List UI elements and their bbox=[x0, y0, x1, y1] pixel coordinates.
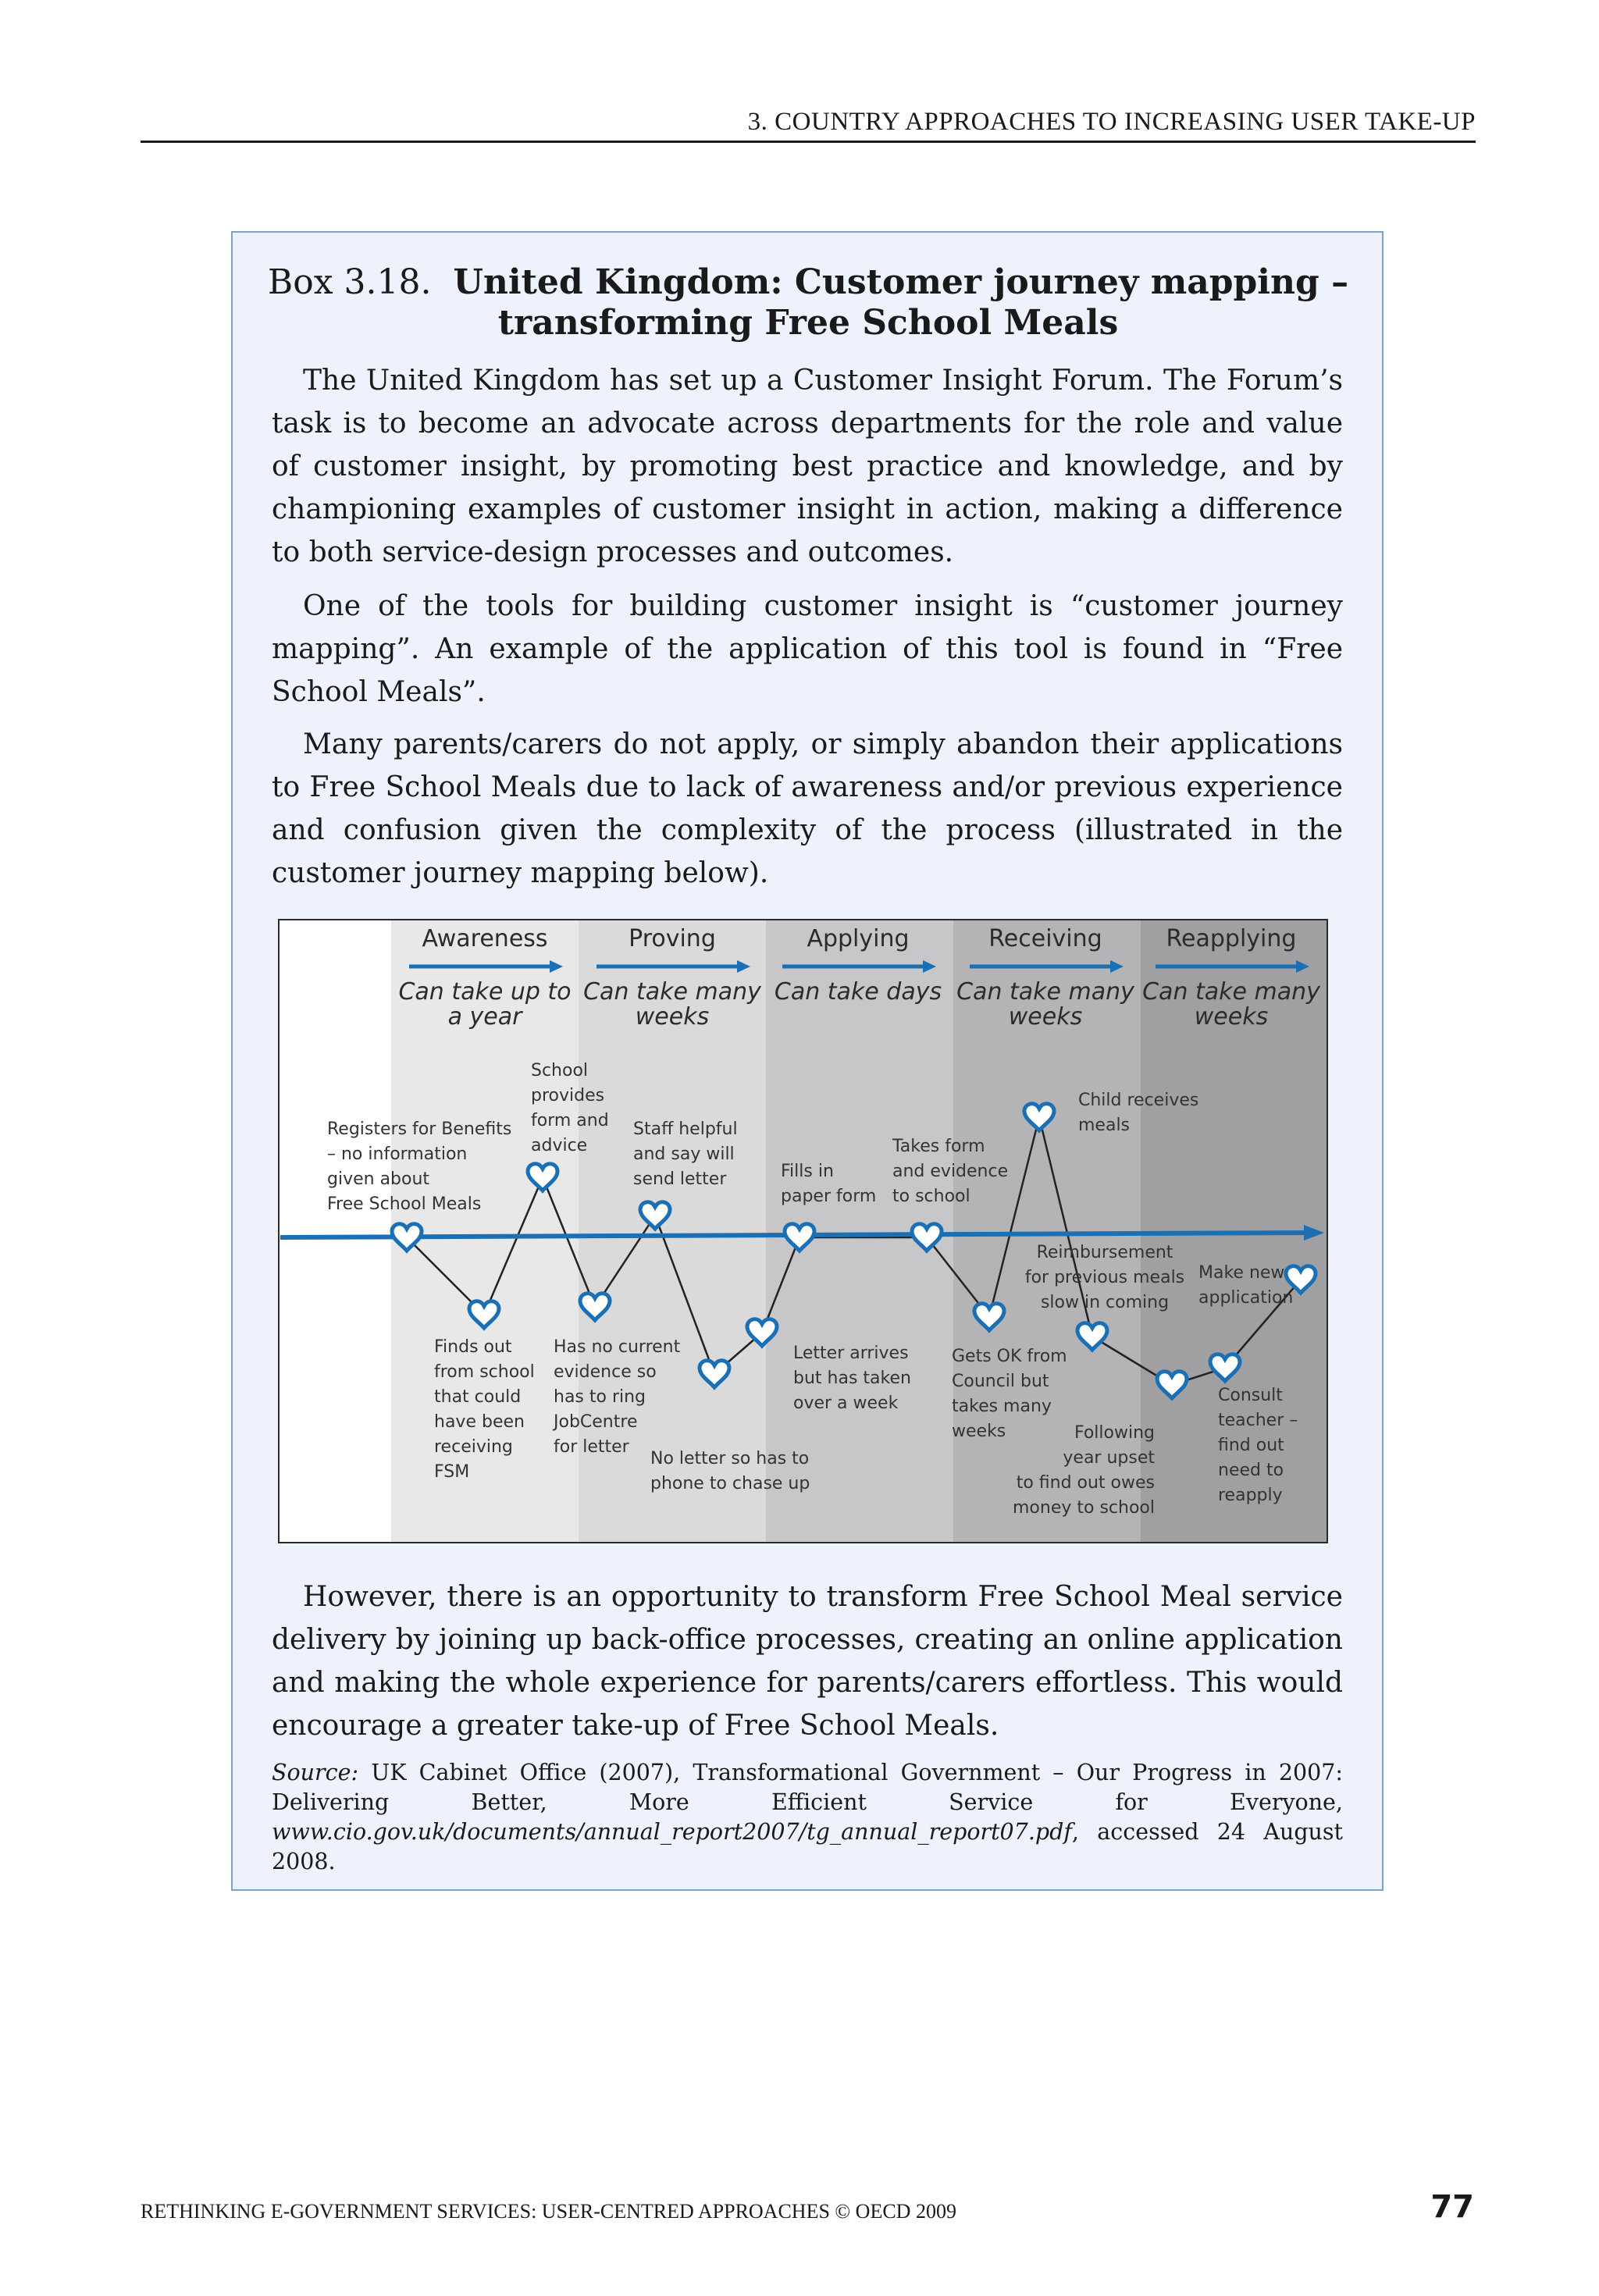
event-label-10-0: Child receives bbox=[1078, 1091, 1199, 1110]
event-label-1-5: FSM bbox=[434, 1462, 470, 1482]
event-label-2-2: form and bbox=[531, 1111, 609, 1130]
event-label-7-0: Fills in bbox=[781, 1162, 834, 1181]
event-label-13-1: teacher – bbox=[1218, 1411, 1298, 1430]
event-label-3-3: JobCentre bbox=[554, 1412, 638, 1432]
phase-duration-2-0: Can take days bbox=[774, 978, 942, 1006]
event-label-12-0: Following bbox=[1074, 1423, 1155, 1443]
event-label-1-0: Finds out bbox=[434, 1337, 512, 1357]
event-label-3-1: evidence so bbox=[554, 1362, 657, 1382]
paragraph-1: The United Kingdom has set up a Customer Insight Forum. The Forum’s task is to become an advocate across departments for the role and value of customer insight, by promoting best practice and knowledge, and by championing examples of customer insight in action, making a difference to both service-design processes and outcomes. bbox=[272, 365, 1343, 568]
event-label-2-1: provides bbox=[531, 1086, 605, 1105]
phase-title-3: Receiving bbox=[988, 925, 1102, 952]
event-label-8-1: and evidence bbox=[892, 1162, 1009, 1181]
header-rule bbox=[141, 141, 1476, 143]
event-label-11-0: Reimbursement bbox=[1036, 1243, 1173, 1262]
event-label-10-1: meals bbox=[1078, 1116, 1131, 1135]
event-label-0-1: – no information bbox=[327, 1144, 468, 1164]
event-label-9-0: Gets OK from bbox=[952, 1347, 1067, 1366]
event-label-2-0: School bbox=[531, 1061, 589, 1080]
event-label-9-1: Council but bbox=[952, 1372, 1049, 1391]
phase-duration-0-0: Can take up to bbox=[398, 978, 572, 1006]
source-label: Source: bbox=[272, 1760, 359, 1785]
phase-duration-4-0: Can take many bbox=[1142, 978, 1320, 1006]
running-head: 3. COUNTRY APPROACHES TO INCREASING USER TAKE-UP bbox=[747, 108, 1476, 136]
phase-title-1: Proving bbox=[629, 925, 716, 952]
event-label-4-0: Staff helpful bbox=[633, 1120, 738, 1139]
event-label-13-2: find out bbox=[1218, 1436, 1284, 1455]
event-label-14-1: application bbox=[1198, 1288, 1294, 1308]
event-label-13-4: reapply bbox=[1218, 1486, 1283, 1505]
paragraph-3: Many parents/carers do not apply, or simply abandon their applications to Free School Meals due to lack of awareness and/or previous experience and confusion given the complexity of the process (illustrated in the customer journey mapping below). bbox=[272, 728, 1343, 889]
phase-title-0: Awareness bbox=[422, 925, 548, 952]
event-label-13-3: need to bbox=[1218, 1461, 1284, 1480]
event-label-1-3: have been bbox=[434, 1412, 525, 1432]
phase-title-4: Reapplying bbox=[1166, 925, 1297, 952]
event-label-6-2: over a week bbox=[793, 1394, 899, 1413]
event-label-2-3: advice bbox=[531, 1136, 588, 1155]
source-accessed: , accessed 24 August 2008. bbox=[272, 1819, 1343, 1874]
event-label-9-3: weeks bbox=[952, 1422, 1006, 1441]
page-number: 77 bbox=[1430, 2189, 1474, 2225]
phase-duration-3-0: Can take many bbox=[956, 978, 1134, 1006]
event-label-0-0: Registers for Benefits bbox=[327, 1120, 512, 1139]
paragraph-4: However, there is an opportunity to transform Free School Meal service delivery by joining up back-office processes, creating an online application and making the whole experience for parents/carers effortless. This would encourage a greater take-up of Free School Meals. bbox=[272, 1581, 1343, 1742]
box-title bbox=[258, 262, 1359, 344]
event-label-0-3: Free School Meals bbox=[327, 1194, 482, 1214]
event-label-3-2: has to ring bbox=[554, 1387, 646, 1407]
phase-duration-3-1: weeks bbox=[1008, 1003, 1083, 1031]
event-label-12-3: money to school bbox=[1013, 1498, 1155, 1518]
source-url: www.cio.gov.uk/documents/annual_report2007/tg_annual_report07.pdf bbox=[272, 1819, 1072, 1845]
event-label-14-0: Make new bbox=[1198, 1263, 1285, 1283]
customer-journey-chart bbox=[278, 919, 1328, 1543]
paragraph-2: One of the tools for building customer insight is “customer journey mapping”. An example of the application of this tool is found in “Free School Meals”. bbox=[272, 590, 1343, 708]
phase-duration-4-1: weeks bbox=[1194, 1003, 1269, 1031]
event-label-11-2: slow in coming bbox=[1040, 1293, 1170, 1312]
event-label-4-2: send letter bbox=[633, 1169, 727, 1189]
event-label-5-0: No letter so has to bbox=[650, 1449, 810, 1468]
event-label-1-4: receiving bbox=[434, 1437, 513, 1457]
phase-duration-0-1: a year bbox=[447, 1003, 522, 1031]
event-label-7-1: paper form bbox=[781, 1187, 877, 1206]
event-label-3-0: Has no current bbox=[554, 1337, 681, 1357]
event-label-4-1: and say will bbox=[633, 1144, 735, 1164]
event-label-6-0: Letter arrives bbox=[793, 1344, 909, 1363]
event-label-9-2: takes many bbox=[952, 1397, 1052, 1416]
event-label-8-2: to school bbox=[892, 1187, 970, 1206]
phase-duration-1-1: weeks bbox=[635, 1003, 710, 1031]
event-label-0-2: given about bbox=[327, 1169, 430, 1189]
event-label-1-2: that could bbox=[434, 1387, 522, 1407]
event-label-13-0: Consult bbox=[1218, 1386, 1283, 1405]
event-label-6-1: but has taken bbox=[793, 1369, 911, 1388]
event-label-12-1: year upset bbox=[1063, 1448, 1155, 1468]
event-label-8-0: Takes form bbox=[892, 1137, 985, 1156]
source-note bbox=[272, 1758, 1343, 1877]
source-text: UK Cabinet Office (2007), Transformational Government – Our Progress in 2007: Delivering Better, More Efficient Service for Everyone, bbox=[272, 1760, 1343, 1815]
phase-duration-1-0: Can take many bbox=[583, 978, 761, 1006]
box-title-line2: transforming Free School Meals bbox=[497, 303, 1119, 343]
event-label-3-4: for letter bbox=[554, 1437, 629, 1457]
event-label-11-1: for previous meals bbox=[1024, 1268, 1185, 1287]
event-label-1-1: from school bbox=[434, 1362, 535, 1382]
event-label-12-2: to find out owes bbox=[1016, 1473, 1155, 1493]
footer-text: RETHINKING E-GOVERNMENT SERVICES: USER-CENTRED APPROACHES © OECD 2009 bbox=[141, 2200, 956, 2223]
event-label-5-1: phone to chase up bbox=[650, 1474, 810, 1493]
phase-title-2: Applying bbox=[807, 925, 910, 952]
box-label: Box 3.18. bbox=[267, 262, 432, 302]
box-title-line1: United Kingdom: Customer journey mapping – bbox=[453, 262, 1349, 302]
